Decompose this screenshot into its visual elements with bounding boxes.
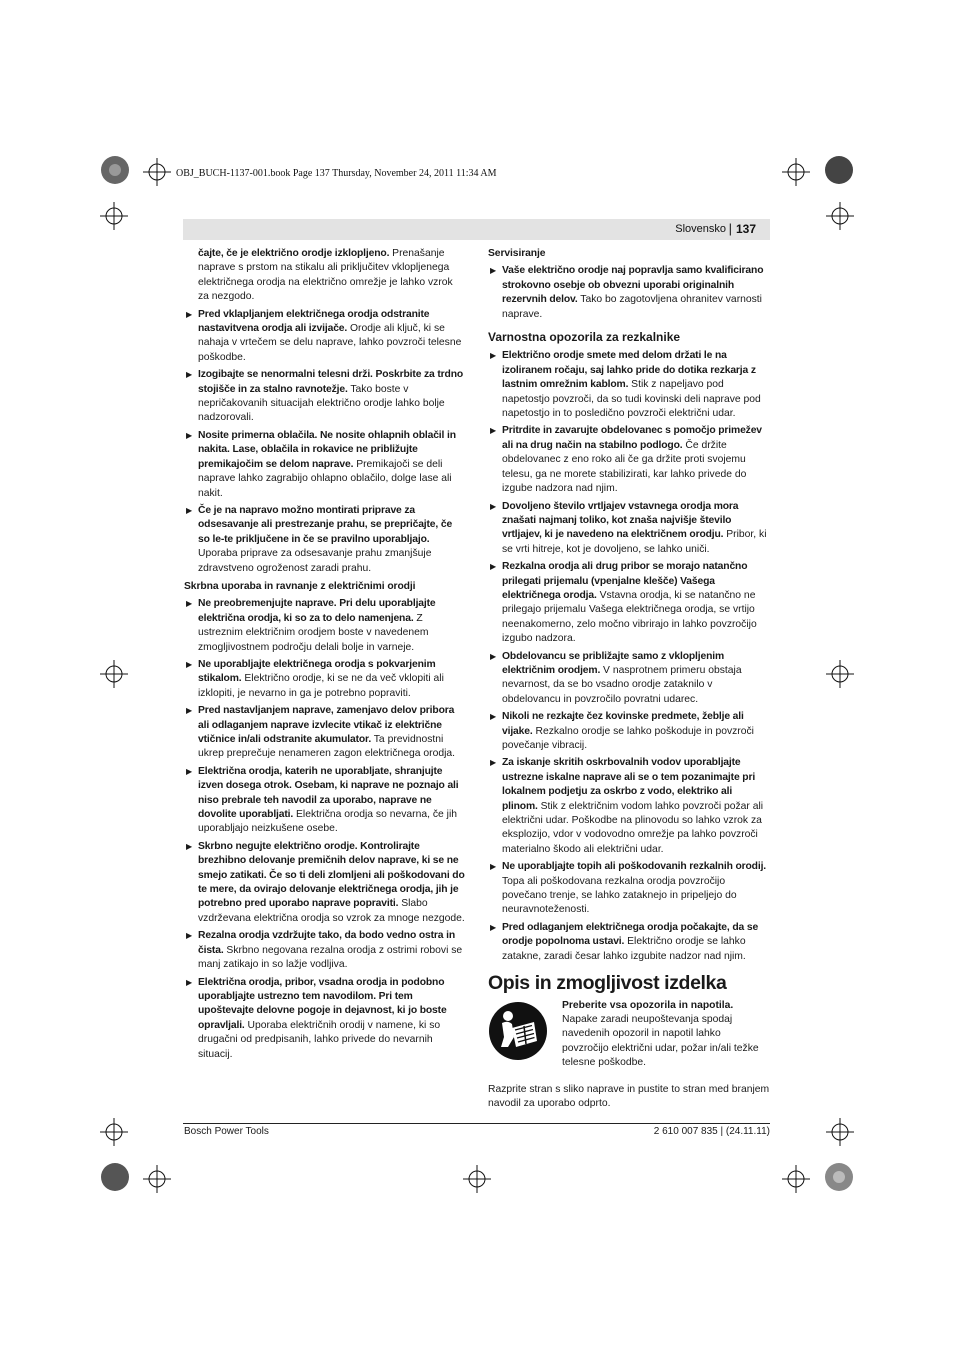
safety-list-router xyxy=(488,349,770,964)
safety-item: ▶ Ne preobremenjujte naprave. Pri delu uporabljajte električna orodja, ki so za to delo namenjena. Z ustreznim električnim orodjem boste v navedenem zmogljivostnem področju delali bolje in varneje. xyxy=(186,598,436,653)
page-number: 137 xyxy=(735,222,756,236)
crosshair-mark xyxy=(100,202,128,230)
crosshair-mark xyxy=(782,1165,810,1193)
continued-paragraph: čajte, če je električno orodje izklopljeno. Prenašanje naprave s prstom na stikalu ali priključitev vklopljenega električnega orodja na električno omrežje je lahko vzrok za nezgodo. xyxy=(198,248,453,303)
bullet-triangle-icon: ▶ xyxy=(186,370,193,380)
bullet-triangle-icon: ▶ xyxy=(186,599,193,609)
safety-list-tool-use xyxy=(184,597,466,1062)
safety-item: ▶ Električna orodja, katerih ne uporabljate, shranjujte izven dosega otrok. Osebam, ki naprave ne poznajo ali niso prebrale teh navodil za uporabo, naprave ne dovolite uporabljati. Električna orodja so nevarna, če jih uporabljajo neizkušene osebe. xyxy=(186,765,459,835)
left-column xyxy=(184,247,466,1065)
bullet-triangle-icon: ▶ xyxy=(186,766,193,776)
crosshair-mark xyxy=(782,158,810,186)
registration-disc-mark xyxy=(824,1162,854,1192)
bullet-triangle-icon: ▶ xyxy=(490,651,497,661)
bullet-triangle-icon: ▶ xyxy=(490,922,497,932)
crosshair-mark xyxy=(143,1165,171,1193)
registration-disc-mark xyxy=(100,1162,130,1192)
safety-item: ▶ Dovoljeno število vrtljajev vstavnega orodja mora znašati najmanj toliko, kot znaša najvišje število vrtljajev, ki je navedeno na električnem orodju. Pribor, ki se vrti hitreje, kot je dovoljeno, se lahko uniči. xyxy=(490,500,767,555)
file-slug: OBJ_BUCH-1137-001.book Page 137 Thursday, November 24, 2011 11:34 AM xyxy=(176,168,497,179)
bullet-triangle-icon: ▶ xyxy=(186,977,193,987)
safety-item: ▶ Pritrdite in zavarujte obdelovanec s pomočjo primežev ali na drug način na stabilno podlogo. Če držite obdelovanec z eno roko ali če ga držite proti svojemu telesu, ga ne morete stabilizirati, kar lahko privede do izgube nadzora nad njim. xyxy=(490,425,762,495)
safety-item: ▶ Nikoli ne rezkajte čez kovinske predmete, žeblje ali vijake. Rezkalno orodje se lahko poškoduje in povzroči povečanje vibracij. xyxy=(490,711,754,751)
safety-item: ▶ Rezkalna orodja ali drug pribor se morajo natančno prilegati prijemalu (vpenjalne klešče) Vašega električnega orodja. Vstavna orodja, ki se natančno ne prilegajo prijemalu Vašega električnega orodja, se vrtijo neenakomerno, zelo močno vibrirajo in lahko povzročijo izgubo nadzora. xyxy=(490,561,757,645)
bullet-triangle-icon: ▶ xyxy=(490,266,497,276)
safety-item: ▶ Izogibajte se nenormalni telesni drži. Poskrbite za trdno stojišče in za stalno ravnotežje. Tako boste v nepričakovanih situacijah električno orodje lahko bolje nadzorovali. xyxy=(186,369,464,424)
bullet-triangle-icon: ▶ xyxy=(490,712,497,722)
crosshair-mark xyxy=(826,202,854,230)
crosshair-mark xyxy=(100,660,128,688)
bullet-triangle-icon: ▶ xyxy=(490,351,497,361)
right-column xyxy=(488,247,770,1111)
footer-rule xyxy=(183,1123,770,1124)
safety-list-personal xyxy=(184,308,466,576)
safety-item: ▶ Električna orodja, pribor, vsadna orodja in podobno uporabljajte ustrezno tem navodilom. Pri tem upoštevajte delovne pogoje in dejavnost, ki jo boste opravljali. Uporaba električnih orodij v namene, ki so drugačni od predpisanih, lahko privede do nevarnih situacij. xyxy=(186,976,447,1060)
crosshair-mark xyxy=(463,1165,491,1193)
registration-disc-mark xyxy=(824,155,854,185)
bullet-triangle-icon: ▶ xyxy=(490,758,497,768)
safety-item: ▶ Obdelovancu se približajte samo z vklopljenim električnim orodjem. V nasprotnem primeru obstaja nevarnost, da se bo vsadno orodje zataknilo v obdelovancu in povzročilo povratni udarec. xyxy=(490,650,742,705)
bullet-triangle-icon: ▶ xyxy=(186,309,193,319)
bullet-triangle-icon: ▶ xyxy=(186,706,193,716)
safety-item: ▶ Pred nastavljanjem naprave, zamenjavo delov pribora ali odlaganjem naprave izvlecite vtikač iz električne vtičnice in/ali odstranite akumulator. Ta previdnostni ukrep preprečuje nenameren zagon električnega orodja. xyxy=(186,705,456,760)
section-heading-router: Varnostna opozorila za rezkalnike xyxy=(488,330,681,345)
bullet-triangle-icon: ▶ xyxy=(490,562,497,572)
safety-item: ▶ Pred vklapljanjem električnega orodja odstranite nastavitvena orodja ali izvijače. Orodje ali ključ, ki se nahaja v vrtečem se delu naprave, lahko povzroči telesne poškodbe. xyxy=(186,308,462,363)
subheading-tool-use: Skrbna uporaba in ravnanje z električnimi orodji xyxy=(184,580,416,592)
bullet-triangle-icon: ▶ xyxy=(186,505,193,515)
warning-text: Preberite vsa opozorila in napotila. Napake zaradi neupoštevanja spodaj navedenih opozoril in napotil lahko povzročijo električni udar, požar in/ali težke telesne poškodbe. xyxy=(562,999,759,1069)
safety-item: ▶ Rezalna orodja vzdržujte tako, da bodo vedno ostra in čista. Skrbno negovana rezalna orodja z ostrimi robovi se manj zatikajo in so lažje vodljiva. xyxy=(186,930,463,971)
subheading-service: Servisiranje xyxy=(488,248,546,259)
bullet-triangle-icon: ▶ xyxy=(186,841,193,851)
bullet-triangle-icon: ▶ xyxy=(186,659,193,669)
bullet-triangle-icon: ▶ xyxy=(490,426,497,436)
read-manual-icon xyxy=(488,1001,548,1061)
bullet-triangle-icon: ▶ xyxy=(186,931,193,941)
registration-disc-mark xyxy=(100,155,130,185)
safety-item: ▶ Vaše električno orodje naj popravlja samo kvalificirano strokovno osebje ob obvezni uporabi originalnih rezervnih delov. Tako bo zagotovljena ohranitev varnosti naprave. xyxy=(490,265,764,320)
safety-item: ▶ Ne uporabljajte topih ali poškodovanih rezkalnih orodij. Topa ali poškodovana rezkalna orodja povzročijo povečano trenje, se lahko zataknejo in pripeljejo do neuravnoteženosti. xyxy=(490,861,767,916)
footer-doc-number: 2 610 007 835 | (24.11.11) xyxy=(653,1126,770,1137)
bullet-triangle-icon: ▶ xyxy=(490,862,497,872)
bullet-triangle-icon: ▶ xyxy=(490,501,497,511)
safety-item: ▶ Električno orodje smete med delom držati le na izoliranem ročaju, saj lahko pride do dotika rezkarja z lastnim omrežnim kablom. Stik z napeljavo pod napetostjo povzroči, da so tudi kovinski deli naprave pod napetostjo in to posledično povzroči električni udar. xyxy=(490,350,761,420)
safety-item: ▶ Če je na napravo možno montirati priprave za odsesavanje ali prestrezanje prahu, se prepričajte, če so le-te priključene in če se pravilno uporabljajo. Uporaba priprave za odsesavanje prahu zmanjšuje zdravstveno ogroženost zaradi prahu. xyxy=(186,504,453,574)
safety-item: ▶ Nosite primerna oblačila. Ne nosite ohlapnih oblačil in nakita. Lase, oblačila in rokavice ne približujte premikajočim se delom naprave. Premikajoči se deli naprave lahko zagrabijo ohlapno oblačilo, dolge lase ali nakit. xyxy=(186,429,456,499)
crosshair-mark xyxy=(826,1118,854,1146)
crosshair-mark xyxy=(143,158,171,186)
safety-item: ▶ Pred odlaganjem električnega orodja počakajte, da se orodje popolnoma ustavi. Električno orodje se lahko zatakne, zaradi česar lahko izgubite nadzor nad njim. xyxy=(490,921,759,962)
safety-item: ▶ Za iskanje skritih oskrbovalnih vodov uporabljajte ustrezne iskalne naprave ali se o tem pozanimajte pri lokalnem podjetju za oskrbo z vodo, elektriko ali plinom. Stik z električnim vodom lahko povzroči požar ali električni udar. Poškodbe na plinovodu so lahko vzrok za eksplozijo, vdor v vodovodno omrežje pa lahko povzroči materialno škodo ali električni udar. xyxy=(490,757,764,855)
safety-item: ▶ Ne uporabljajte električnega orodja s pokvarjenim stikalom. Električno orodje, ki se ne da več vklopiti ali izklopiti, je nevarno in ga je potrebno popraviti. xyxy=(186,658,444,699)
closing-paragraph: Razprite stran s sliko naprave in pustite to stran med branjem navodil za uporabo odprto. xyxy=(488,1083,770,1109)
header-separator: | xyxy=(728,221,732,236)
bullet-triangle-icon: ▶ xyxy=(186,430,193,440)
safety-item: ▶ Skrbno negujte električno orodje. Kontrolirajte brezhibno delovanje premičnih delov naprave, ki se ne smejo zatikati. Če so ti deli zlomljeni ali poškodovani do te mere, da ovirajo delovanje električnega orodja, jih je potrebno pred uporabo naprave popraviti. Slabo vzdrževana električna orodja so vzrok za mnoge nezgode. xyxy=(186,840,465,924)
section-title-product: Opis in zmogljivost izdelka xyxy=(488,972,727,995)
warning-block xyxy=(488,999,770,1071)
header-language: Slovensko xyxy=(675,223,726,235)
page-header xyxy=(183,219,770,240)
footer-brand: Bosch Power Tools xyxy=(184,1126,269,1137)
crosshair-mark xyxy=(826,660,854,688)
safety-list-service xyxy=(488,264,770,322)
crosshair-mark xyxy=(100,1118,128,1146)
